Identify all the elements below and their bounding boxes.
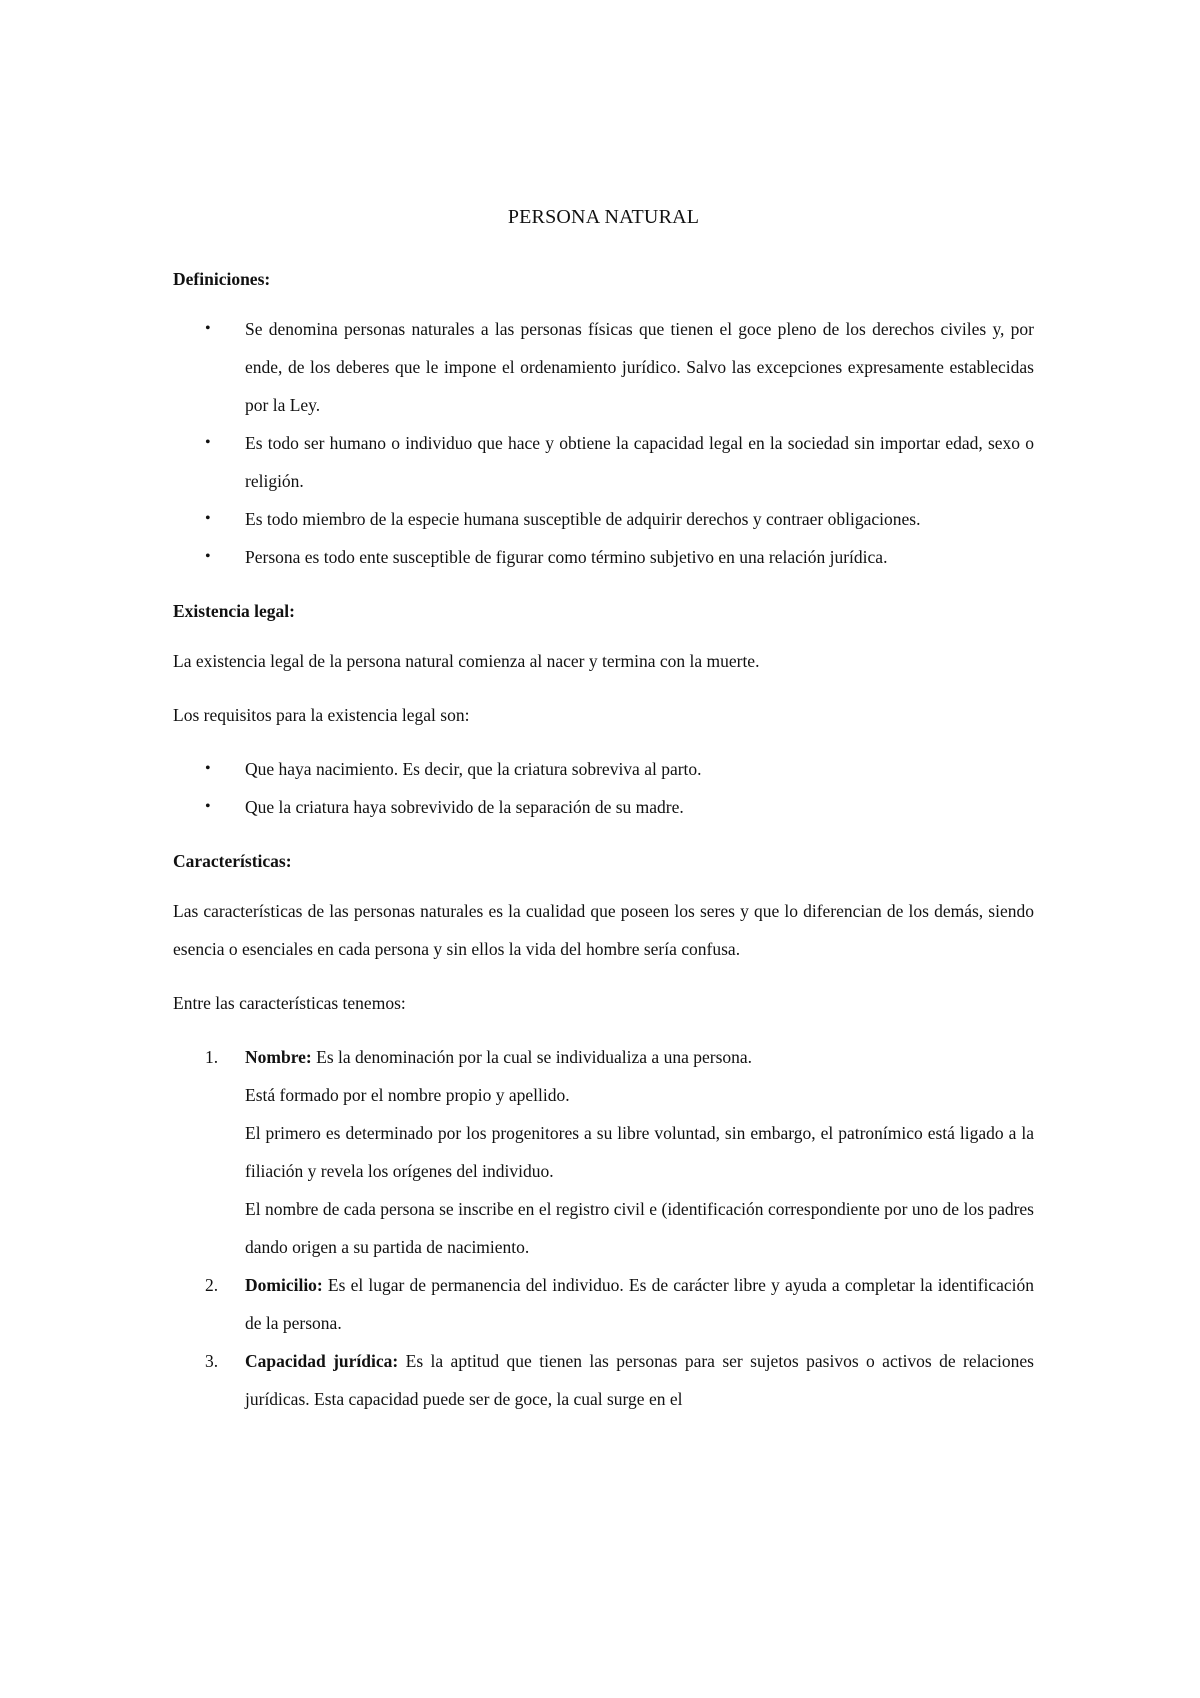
list-item: • Es todo ser humano o individuo que hace y obtiene la capacidad legal en la sociedad sin importar edad, sexo o religión. [173,424,1034,500]
list-item: • Se denomina personas naturales a las personas físicas que tienen el goce pleno de los derechos civiles y, por ende, de los deberes que le impone el ordenamiento jurídico. Salvo las excepciones expresamente establecidas por la Ley. [173,310,1034,424]
page-title: PERSONA NATURAL [507,206,700,228]
bullet-icon: • [205,434,211,451]
nombre-line: El primero es determinado por los progenitores a su libre voluntad, sin embargo, el patronímico está ligado a la filiación y revela los orígenes del individuo. [245,1123,1034,1181]
list-number: 2. [205,1275,219,1295]
nombre-line: Está formado por el nombre propio y apellido. [245,1085,570,1105]
requisitos-list [173,750,1034,826]
term-nombre: Nombre: [245,1047,312,1067]
entre-paragraph: Entre las características tenemos: [173,993,406,1013]
existencia-heading: Existencia legal: [173,601,295,621]
requisitos-paragraph: Los requisitos para la existencia legal son: [173,705,470,725]
term-domicilio: Domicilio: [245,1275,323,1295]
caracteristicas-paragraph: Las características de las personas naturales es la cualidad que poseen los seres y que lo diferencian de los demás, siendo esencia o esenciales en cada persona y sin ellos la vida del hombre sería confusa. [173,901,1034,959]
definiciones-heading: Definiciones: [173,269,271,289]
bullet-icon: • [205,548,211,565]
definiciones-list [173,310,1034,576]
bullet-icon: • [205,798,211,815]
term-capacidad: Capacidad jurídica: [245,1351,399,1371]
existencia-paragraph: La existencia legal de la persona natural comienza al nacer y termina con la muerte. [173,651,760,671]
caracteristicas-list [173,1038,1034,1418]
bullet-icon: • [205,760,211,777]
bullet-icon: • [205,510,211,527]
nombre-line: El nombre de cada persona se inscribe en el registro civil e (identificación correspondiente por uno de los padres dando origen a su partida de nacimiento. [245,1199,1034,1257]
list-item-domicilio: 2. Domicilio: Es el lugar de permanencia del individuo. Es de carácter libre y ayuda a completar la identificación de la persona. [173,1266,1034,1342]
list-item: • Persona es todo ente susceptible de figurar como término subjetivo en una relación jurídica. [173,538,1034,576]
list-item-capacidad: 3. Capacidad jurídica: Es la aptitud que tienen las personas para ser sujetos pasivos o activos de relaciones jurídicas. Esta capacidad puede ser de goce, la cual surge en el [173,1342,1034,1418]
list-item-nombre: 1. Nombre: Es la denominación por la cual se individualiza a una persona. Está formado por el nombre propio y apellido. El primero es determinado por los progenitores a su libre voluntad, sin embargo, el patronímico está ligado a la filiación y revela los orígenes del individuo. El nombre de cada persona se inscribe en el registro civil e (identificación correspondiente por uno de los padres dando origen a su partida de nacimiento. [173,1038,1034,1266]
caracteristicas-heading: Características: [173,851,292,871]
list-item: • Que haya nacimiento. Es decir, que la criatura sobreviva al parto. [173,750,1034,788]
list-number: 3. [205,1351,219,1371]
list-number: 1. [205,1047,219,1067]
list-item: • Que la criatura haya sobrevivido de la separación de su madre. [173,788,1034,826]
list-item: • Es todo miembro de la especie humana susceptible de adquirir derechos y contraer obligaciones. [173,500,1034,538]
bullet-icon: • [205,320,211,337]
